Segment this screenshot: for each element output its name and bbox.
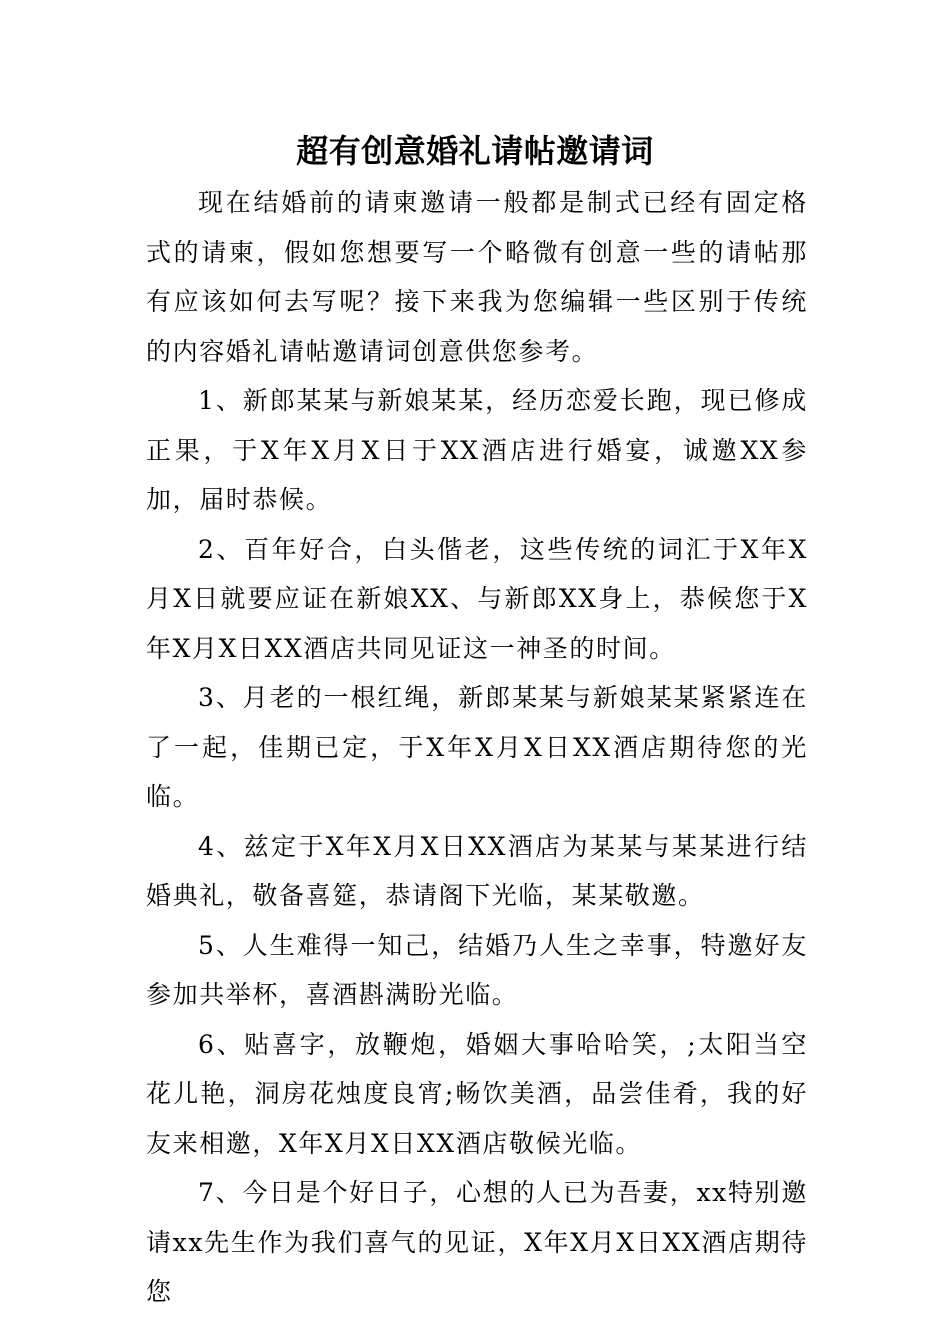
paragraph-2: 2、百年好合，白头偕老，这些传统的词汇于X年X月X日就要应证在新娘XX、与新郎XX身上，恭候您于X年X月X日XX酒店共同见证这一神圣的时间。 [146,534,808,663]
document-title: 超有创意婚礼请帖邀请词 [296,132,654,170]
paragraph-6: 6、贴喜字，放鞭炮，婚姻大事哈哈笑，;太阳当空花儿艳，洞房花烛度良宵;畅饮美酒，品尝佳肴，我的好友来相邀，X年X月X日XX酒店敬候光临。 [146,1029,808,1158]
paragraph-5: 5、人生难得一知己，结婚乃人生之幸事，特邀好友参加共举杯，喜酒斟满盼光临。 [146,930,808,1009]
paragraph-4: 4、兹定于X年X月X日XX酒店为某某与某某进行结婚典礼，敬备喜筵，恭请阁下光临，某某敬邀。 [146,831,808,910]
document-body [146,178,808,1317]
paragraph-3: 3、月老的一根红绳，新郎某某与新娘某某紧紧连在了一起，佳期已定，于X年X月X日XX酒店期待您的光临。 [146,683,808,811]
paragraph-7: 7、今日是个好日子，心想的人已为吾妻，xx特别邀请xx先生作为我们喜气的见证，X年X月X日XX酒店期待您 [146,1178,808,1306]
paragraph-1: 1、新郎某某与新娘某某，经历恋爱长跑，现已修成正果，于X年X月X日于XX酒店进行婚宴，诚邀XX参加，届时恭候。 [146,386,808,514]
paragraph-intro: 现在结婚前的请柬邀请一般都是制式已经有固定格式的请柬，假如您想要写一个略微有创意一些的请帖那有应该如何去写呢？接下来我为您编辑一些区别于传统的内容婚礼请帖邀请词创意供您参考。 [146,188,808,366]
